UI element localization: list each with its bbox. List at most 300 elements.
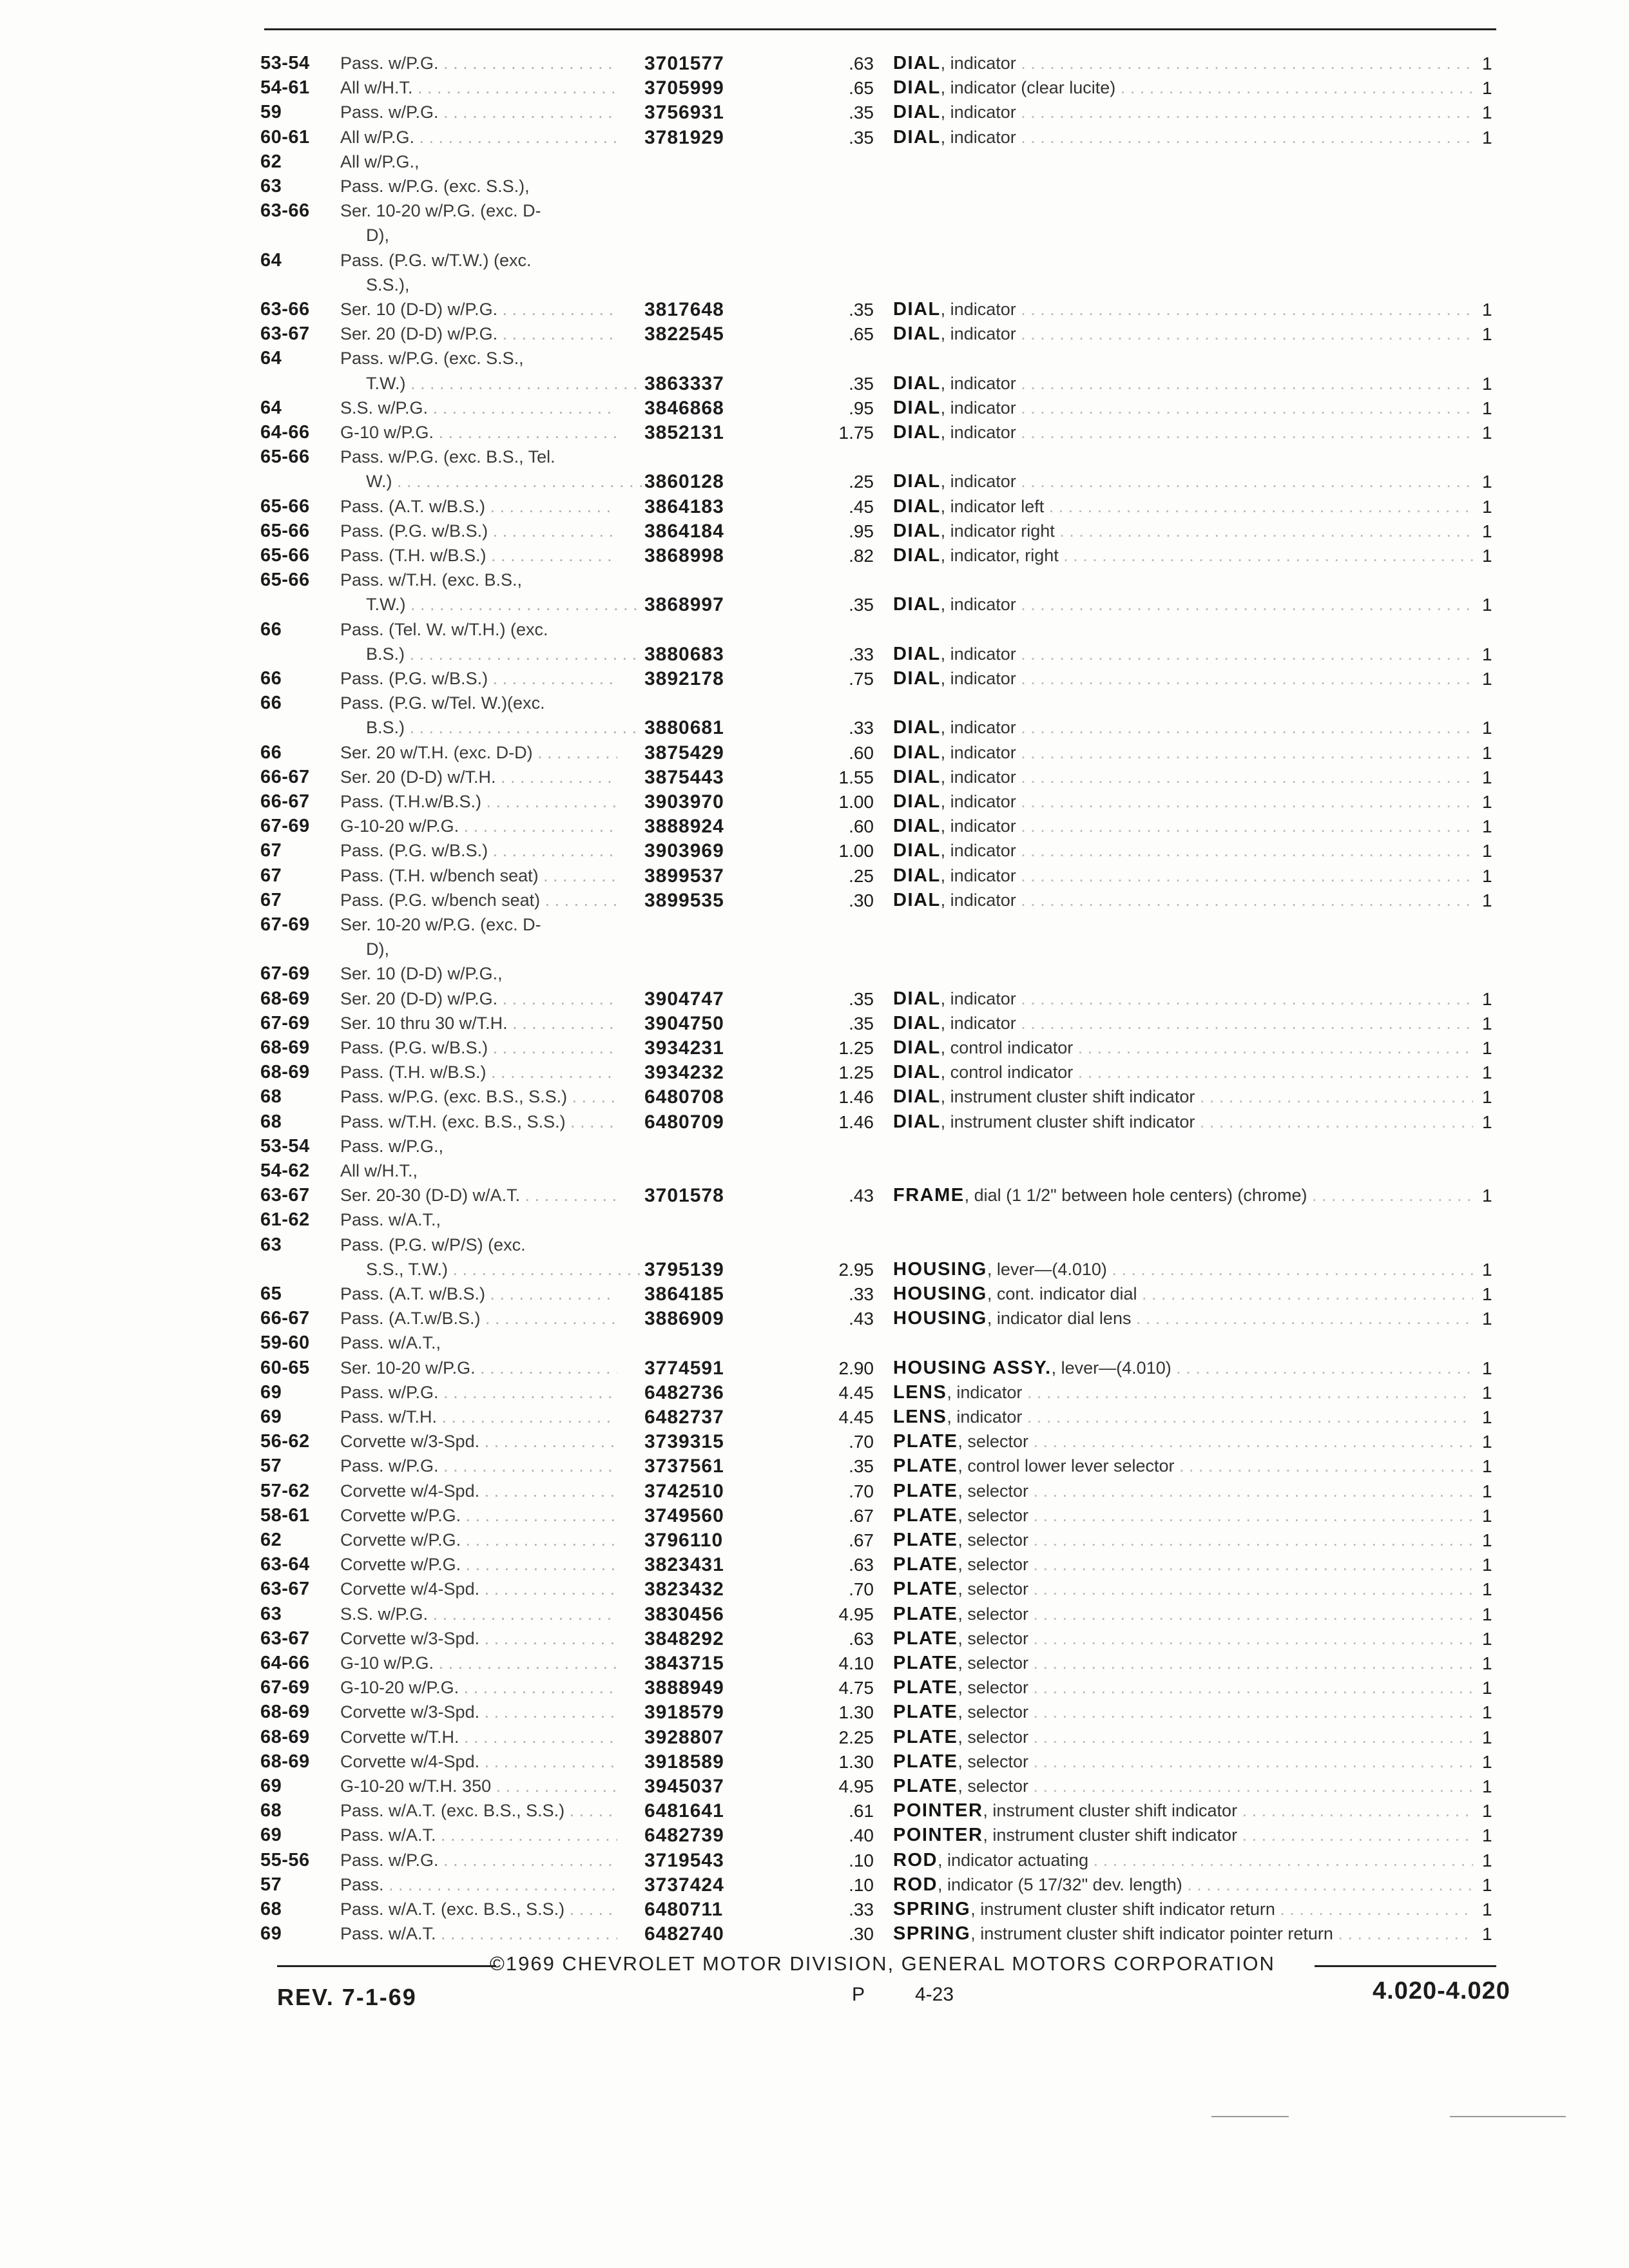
part-description xyxy=(893,1528,1473,1552)
model-year: 63-67 xyxy=(260,1628,310,1649)
parts-row xyxy=(0,889,1629,912)
application: Pass. (P.G. w/B.S.) . . . xyxy=(340,839,617,863)
part-number: 3875443 xyxy=(644,766,724,788)
parts-row xyxy=(0,273,1629,297)
model-year: 57 xyxy=(260,1874,282,1895)
parts-row xyxy=(0,1331,1629,1355)
parts-row xyxy=(0,691,1629,715)
quantity: 1 xyxy=(1482,1776,1492,1796)
part-description xyxy=(893,1799,1473,1823)
application: Pass. w/P.G. (exc. S.S.), xyxy=(340,177,530,196)
part-detail: , indicator, right xyxy=(940,546,1059,565)
price: .70 xyxy=(849,1432,874,1452)
part-description xyxy=(893,1676,1473,1700)
price: 1.25 xyxy=(838,1038,874,1058)
part-number: 3749560 xyxy=(644,1504,724,1526)
part-name: SPRING xyxy=(893,1899,971,1919)
application: Pass. (P.G. w/B.S.) . . . xyxy=(340,1036,617,1060)
model-year: 67 xyxy=(260,889,282,910)
model-year: 65-66 xyxy=(260,447,310,468)
model-year: 63-66 xyxy=(260,200,310,222)
quantity: 1 xyxy=(1482,127,1492,148)
model-year: 68-69 xyxy=(260,988,310,1009)
part-detail: , indicator xyxy=(940,324,1016,344)
model-year: 69 xyxy=(260,1923,282,1945)
model-year: 64-66 xyxy=(260,1653,310,1673)
revision-date: REV. 7-1-69 xyxy=(277,1984,417,2010)
price: .30 xyxy=(849,1924,874,1945)
part-description xyxy=(893,889,1473,912)
quantity: 1 xyxy=(1482,1555,1492,1575)
price: .67 xyxy=(849,1505,874,1526)
part-detail: , selector xyxy=(958,1628,1028,1648)
price: 4.75 xyxy=(838,1678,874,1698)
parts-row xyxy=(0,593,1629,617)
parts-row xyxy=(0,1135,1629,1158)
model-year: 69 xyxy=(260,1381,282,1403)
quantity: 1 xyxy=(1482,644,1492,664)
quantity: 1 xyxy=(1482,373,1492,394)
quantity: 1 xyxy=(1482,816,1492,837)
part-name: PLATE xyxy=(893,1776,958,1796)
model-year: 62 xyxy=(260,1530,282,1550)
part-description xyxy=(893,1504,1473,1528)
model-year: 55-56 xyxy=(260,1849,310,1870)
part-detail: , indicator xyxy=(940,423,1016,442)
part-description xyxy=(893,790,1473,814)
model-year: 63-67 xyxy=(260,323,310,345)
part-description xyxy=(893,1823,1473,1847)
page-letter: P xyxy=(852,1984,865,2005)
application: Pass. w/T.H. (exc. B.S., S.S.) . . . xyxy=(340,1110,617,1134)
application: Pass. w/A.T., xyxy=(340,1210,441,1230)
parts-row xyxy=(0,249,1629,273)
parts-row xyxy=(0,126,1629,149)
parts-row xyxy=(0,1602,1629,1626)
application: Pass. (T.H.w/B.S.) . . . xyxy=(340,790,617,814)
part-name: PLATE xyxy=(893,1677,958,1698)
price: .82 xyxy=(849,546,874,566)
part-name: LENS xyxy=(893,1407,947,1427)
price: .75 xyxy=(849,669,874,689)
part-description xyxy=(893,642,1473,666)
part-number: 3701578 xyxy=(644,1185,724,1207)
quantity: 1 xyxy=(1482,53,1492,73)
parts-row xyxy=(0,1898,1629,1921)
part-name: DIAL xyxy=(893,840,941,861)
quantity: 1 xyxy=(1482,1604,1492,1624)
price: .60 xyxy=(849,816,874,837)
part-name: DIAL xyxy=(893,717,941,738)
part-number: 3918589 xyxy=(644,1751,724,1773)
part-detail: , selector xyxy=(958,1579,1028,1599)
application: Pass. (A.T. w/B.S.) . . . xyxy=(340,1282,617,1306)
quantity: 1 xyxy=(1482,1579,1492,1600)
part-detail: , indicator xyxy=(940,865,1016,885)
part-detail: , indicator xyxy=(940,127,1016,147)
parts-row xyxy=(0,76,1629,100)
application: Pass. w/P.G. . . . xyxy=(340,1381,617,1405)
model-year: 54-61 xyxy=(260,77,310,99)
application: G-10-20 w/P.G. . . . xyxy=(340,1676,617,1700)
quantity: 1 xyxy=(1482,521,1492,541)
part-description xyxy=(893,864,1473,888)
quantity: 1 xyxy=(1482,1678,1492,1698)
application: Pass. w/P.G. (exc. B.S., Tel. xyxy=(340,447,555,467)
application: Corvette w/P.G. . . . xyxy=(340,1504,617,1528)
part-number: 3864184 xyxy=(644,520,724,542)
catalog-reference: 4.020-4.020 xyxy=(1373,1977,1510,2004)
part-description xyxy=(893,1553,1473,1577)
parts-row xyxy=(0,1700,1629,1724)
parts-row xyxy=(0,937,1629,961)
model-year: 67-69 xyxy=(260,816,310,837)
part-number: 6482737 xyxy=(644,1407,724,1428)
parts-row xyxy=(0,765,1629,789)
part-name: HOUSING ASSY. xyxy=(893,1357,1052,1378)
part-name: DIAL xyxy=(893,299,941,320)
quantity: 1 xyxy=(1482,890,1492,910)
part-description xyxy=(893,1405,1473,1429)
parts-row xyxy=(0,1725,1629,1749)
part-detail: , indicator (5 17/32" dev. length) xyxy=(937,1874,1182,1894)
parts-row xyxy=(0,790,1629,814)
parts-row xyxy=(0,962,1629,986)
quantity: 1 xyxy=(1482,767,1492,787)
part-description xyxy=(893,741,1473,765)
part-description xyxy=(893,495,1473,519)
part-name: DIAL xyxy=(893,372,941,394)
part-number: 3846868 xyxy=(644,397,724,419)
part-description xyxy=(893,1012,1473,1035)
application: Ser. 10 (D-D) w/P.G., xyxy=(340,964,503,984)
application: Pass. w/T.H. (exc. B.S., xyxy=(340,570,523,590)
model-year: 68-69 xyxy=(260,1037,310,1058)
part-name: DIAL xyxy=(893,102,941,123)
part-description xyxy=(893,52,1473,75)
part-description xyxy=(893,839,1473,863)
model-year: 63 xyxy=(260,1234,282,1255)
price: .33 xyxy=(849,644,874,664)
part-description xyxy=(893,1577,1473,1601)
quantity: 1 xyxy=(1482,1850,1492,1870)
part-name: HOUSING xyxy=(893,1283,987,1304)
application: G-10 w/P.G. . . . xyxy=(340,1651,617,1675)
part-description xyxy=(893,667,1473,691)
price: .40 xyxy=(849,1825,874,1846)
model-year: 68-69 xyxy=(260,1751,310,1772)
price: .43 xyxy=(849,1309,874,1329)
part-name: DIAL xyxy=(893,323,941,345)
part-number: 3903970 xyxy=(644,791,724,812)
part-name: DIAL xyxy=(893,865,941,886)
model-year: 64 xyxy=(260,348,282,369)
price: .60 xyxy=(849,742,874,763)
part-detail: , selector xyxy=(958,1530,1028,1550)
application: Pass. w/P.G. (exc. B.S., S.S.) . . . xyxy=(340,1085,617,1109)
model-year: 66 xyxy=(260,693,282,714)
part-number: 3886909 xyxy=(644,1308,724,1330)
parts-row xyxy=(0,1922,1629,1946)
price: .35 xyxy=(849,373,874,394)
part-detail: , indicator xyxy=(940,669,1016,688)
part-detail: , indicator xyxy=(940,398,1016,418)
part-detail: , indicator xyxy=(940,718,1016,738)
parts-row xyxy=(0,52,1629,75)
part-number: 3719543 xyxy=(644,1849,724,1871)
application: All w/P.G. . . . xyxy=(340,126,617,149)
parts-row xyxy=(0,1208,1629,1232)
quantity: 1 xyxy=(1482,1702,1492,1723)
part-number: 3852131 xyxy=(644,422,724,443)
parts-row xyxy=(0,1528,1629,1552)
model-year: 67-69 xyxy=(260,914,310,935)
part-number: 3904750 xyxy=(644,1012,724,1034)
model-year: 65 xyxy=(260,1283,282,1304)
quantity: 1 xyxy=(1482,1899,1492,1919)
quantity: 1 xyxy=(1482,1259,1492,1280)
model-year: 63-64 xyxy=(260,1554,310,1575)
parts-row xyxy=(0,1627,1629,1651)
parts-row xyxy=(0,101,1629,124)
model-year: 68 xyxy=(260,1800,282,1821)
model-year: 65-66 xyxy=(260,545,310,566)
parts-row xyxy=(0,1085,1629,1109)
parts-row xyxy=(0,1282,1629,1306)
part-name: ROD xyxy=(893,1849,938,1870)
quantity: 1 xyxy=(1482,1382,1492,1403)
quantity: 1 xyxy=(1482,1481,1492,1501)
parts-row xyxy=(0,224,1629,247)
parts-row xyxy=(0,1405,1629,1429)
application: Corvette w/3-Spd. . . . xyxy=(340,1430,617,1454)
application: Ser. 20 (D-D) w/P.G. . . . xyxy=(340,322,617,346)
part-description xyxy=(893,372,1473,396)
part-name: PLATE xyxy=(893,1579,958,1600)
application-continued: B.S.) . . . xyxy=(366,716,643,740)
quantity: 1 xyxy=(1482,324,1492,345)
part-name: DIAL xyxy=(893,53,941,73)
part-name: DIAL xyxy=(893,1062,941,1083)
part-description xyxy=(893,544,1473,568)
part-name: PLATE xyxy=(893,1456,958,1477)
part-detail: , instrument cluster shift indicator xyxy=(983,1801,1238,1821)
price: 2.25 xyxy=(838,1727,874,1747)
parts-row xyxy=(0,445,1629,469)
price: .70 xyxy=(849,1579,874,1600)
price: 1.30 xyxy=(838,1702,874,1723)
scan-smudge xyxy=(1211,2116,1289,2117)
part-detail: , instrument cluster shift indicator return xyxy=(970,1899,1275,1919)
application-continued: S.S.), xyxy=(366,274,410,294)
price: 1.55 xyxy=(838,767,874,787)
quantity: 1 xyxy=(1482,1087,1492,1108)
part-name: DIAL xyxy=(893,471,941,492)
part-number: 3899537 xyxy=(644,865,724,887)
model-year: 63 xyxy=(260,176,282,197)
quantity: 1 xyxy=(1482,1727,1492,1747)
parts-row xyxy=(0,396,1629,420)
application: Pass. w/P.G. . . . xyxy=(340,101,617,124)
application: Pass. w/P.G. . . . xyxy=(340,52,617,75)
price: .43 xyxy=(849,1186,874,1206)
model-year: 53-54 xyxy=(260,1135,310,1157)
part-name: DIAL xyxy=(893,889,941,910)
application: Pass. w/T.H. . . . xyxy=(340,1405,617,1429)
part-description xyxy=(893,1602,1473,1626)
quantity: 1 xyxy=(1482,1432,1492,1452)
part-description xyxy=(893,470,1473,494)
price: 1.00 xyxy=(838,841,874,861)
part-detail: , indicator (clear lucite) xyxy=(940,78,1116,98)
model-year: 53-54 xyxy=(260,53,310,73)
part-name: DIAL xyxy=(893,77,941,99)
application: Ser. 20-30 (D-D) w/A.T. . . . xyxy=(340,1184,617,1207)
model-year: 63-67 xyxy=(260,1185,310,1206)
application: Pass. (T.H. w/B.S.) . . . xyxy=(340,1061,617,1084)
part-detail: , selector xyxy=(958,1432,1028,1452)
application: Pass. w/P.G. . . . xyxy=(340,1849,617,1872)
price: .63 xyxy=(849,1555,874,1575)
price: .25 xyxy=(849,865,874,886)
price: 2.90 xyxy=(838,1358,874,1378)
part-detail: , indicator xyxy=(940,472,1016,492)
parts-row xyxy=(0,1184,1629,1207)
parts-row xyxy=(0,987,1629,1011)
part-description xyxy=(893,1849,1473,1872)
part-description xyxy=(893,1774,1473,1798)
application: All w/H.T. . . . xyxy=(340,76,617,100)
part-detail: , lever—(4.010) xyxy=(1051,1358,1171,1378)
part-number: 3739315 xyxy=(644,1431,724,1453)
application: Pass. (P.G. w/B.S.) . . . xyxy=(340,667,617,691)
model-year: 57 xyxy=(260,1456,282,1477)
application: Pass. (A.T.w/B.S.) . . . xyxy=(340,1307,617,1331)
part-number: 6481641 xyxy=(644,1800,724,1822)
part-detail: , instrument cluster shift indicator xyxy=(940,1111,1195,1131)
parts-row xyxy=(0,1430,1629,1454)
quantity: 1 xyxy=(1482,102,1492,123)
part-detail: , indicator xyxy=(947,1382,1023,1402)
quantity: 1 xyxy=(1482,1407,1492,1427)
part-number: 3830456 xyxy=(644,1603,724,1625)
part-number: 3756931 xyxy=(644,102,724,124)
part-detail: , selector xyxy=(958,1653,1028,1673)
parts-row xyxy=(0,741,1629,765)
price: .63 xyxy=(849,53,874,73)
part-number: 6482736 xyxy=(644,1381,724,1403)
part-description xyxy=(893,421,1473,445)
application: G-10-20 w/T.H. 350 . . . xyxy=(340,1774,617,1798)
quantity: 1 xyxy=(1482,1013,1492,1033)
part-number: 3875429 xyxy=(644,742,724,764)
part-number: 3863337 xyxy=(644,372,724,394)
part-number: 3880683 xyxy=(644,643,724,665)
parts-row xyxy=(0,544,1629,568)
application: G-10 w/P.G. . . . xyxy=(340,421,617,445)
parts-row xyxy=(0,667,1629,691)
part-description xyxy=(893,396,1473,420)
part-name: DIAL xyxy=(893,1012,941,1033)
parts-row xyxy=(0,1577,1629,1601)
application: Corvette w/T.H. . . . xyxy=(340,1725,617,1749)
part-detail: , selector xyxy=(958,1776,1028,1796)
page-number: 4-23 xyxy=(915,1984,954,2005)
parts-row xyxy=(0,298,1629,322)
part-name: DIAL xyxy=(893,1111,941,1132)
part-description xyxy=(893,1700,1473,1724)
part-number: 3934231 xyxy=(644,1037,724,1059)
application: Pass. (T.H. w/B.S.) . . . xyxy=(340,544,617,568)
model-year: 66-67 xyxy=(260,791,310,812)
quantity: 1 xyxy=(1482,1751,1492,1772)
part-number: 3823432 xyxy=(644,1579,724,1600)
price: 4.45 xyxy=(838,1382,874,1403)
model-year: 62 xyxy=(260,151,282,172)
application: Corvette w/3-Spd. . . . xyxy=(340,1627,617,1651)
model-year: 68 xyxy=(260,1899,282,1919)
price: .33 xyxy=(849,718,874,738)
part-name: SPRING xyxy=(893,1923,971,1945)
part-name: HOUSING xyxy=(893,1308,987,1329)
part-detail: , control lower lever selector xyxy=(958,1456,1175,1476)
part-detail: , instrument cluster shift indicator xyxy=(983,1825,1238,1845)
part-detail: , indicator xyxy=(940,767,1016,787)
model-year: 69 xyxy=(260,1407,282,1427)
price: .63 xyxy=(849,1628,874,1649)
part-number: 3892178 xyxy=(644,668,724,689)
application-continued: W.) . . . xyxy=(366,470,643,494)
quantity: 1 xyxy=(1482,472,1492,492)
parts-row xyxy=(0,1012,1629,1035)
parts-row xyxy=(0,347,1629,370)
price: 4.45 xyxy=(838,1407,874,1427)
model-year: 67 xyxy=(260,865,282,886)
application-continued: T.W.) . . . xyxy=(366,372,643,396)
part-detail: , indicator xyxy=(947,1407,1023,1427)
part-name: HOUSING xyxy=(893,1258,987,1280)
application: Ser. 20 (D-D) w/T.H. . . . xyxy=(340,765,617,789)
quantity: 1 xyxy=(1482,1530,1492,1550)
parts-row xyxy=(0,150,1629,174)
price: .35 xyxy=(849,102,874,123)
part-description xyxy=(893,1898,1473,1921)
application: Pass. (P.G. w/B.S.) . . . xyxy=(340,519,617,543)
parts-row xyxy=(0,421,1629,445)
part-name: PLATE xyxy=(893,1554,958,1575)
model-year: 61-62 xyxy=(260,1209,310,1231)
model-year: 68-69 xyxy=(260,1702,310,1723)
model-year: 68 xyxy=(260,1086,282,1108)
part-number: 3817648 xyxy=(644,299,724,320)
model-year: 69 xyxy=(260,1825,282,1846)
parts-row xyxy=(0,1553,1629,1577)
part-name: PLATE xyxy=(893,1603,958,1624)
parts-row xyxy=(0,1233,1629,1257)
part-name: PLATE xyxy=(893,1726,958,1747)
model-year: 68-69 xyxy=(260,1062,310,1083)
model-year: 63-66 xyxy=(260,299,310,320)
parts-row xyxy=(0,618,1629,642)
price: .33 xyxy=(849,1284,874,1304)
application: Ser. 10-20 w/P.G. (exc. D- xyxy=(340,201,541,221)
parts-row xyxy=(0,1307,1629,1331)
quantity: 1 xyxy=(1482,595,1492,615)
part-number: 3899535 xyxy=(644,889,724,911)
part-name: PLATE xyxy=(893,1530,958,1550)
price: 4.95 xyxy=(838,1604,874,1624)
parts-row xyxy=(0,1454,1629,1478)
